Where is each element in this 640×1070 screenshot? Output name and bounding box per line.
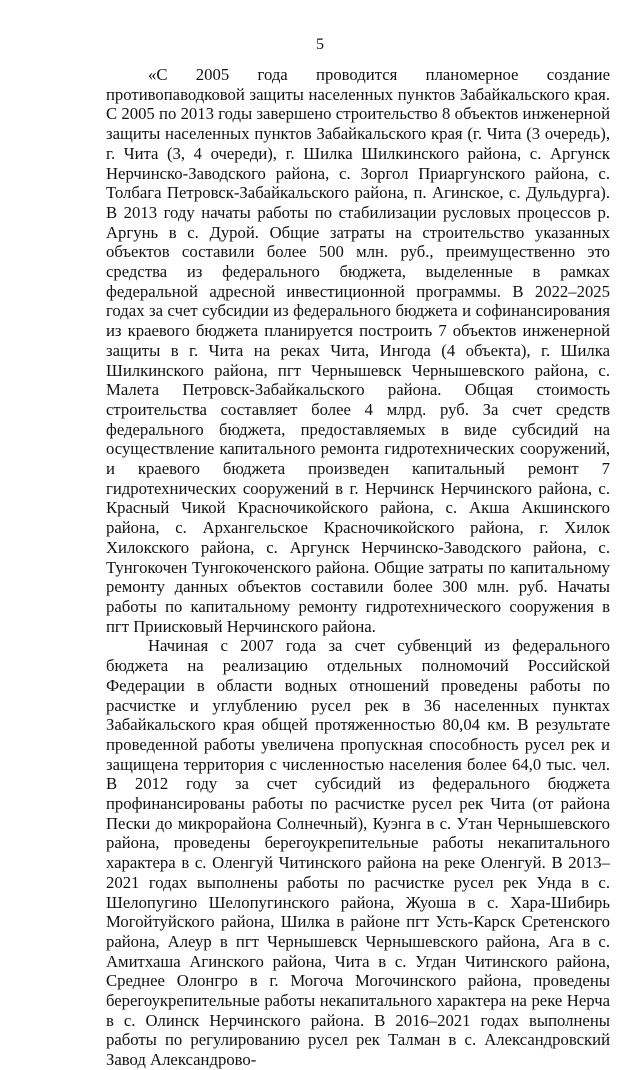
page-number: 5 xyxy=(316,36,324,53)
paragraph-riverbed-clearing: Начиная с 2007 года за счет субвенций из федерального бюджета на реализацию отдельных полномочий Российской Федерации в области водных отношений проведены работы по расчистке и углублению русел рек в 36 населенных пунктах Забайкальского края общей протяженностью 80,04 км. В результате проведенной работы увеличена пропускная способность русел рек и защищена территория с численностью населения более 64,0 тыс. чел. В 2012 году за счет субсидий из федерального бюджета профинансированы работы по расчистке русел рек Чита (от района Пески до микрорайона Солнечный), Куэнга в с. Утан Чернышевского района, проведены берегоукрепительные работы некапитального характера в с. Оленгуй Читинского района на реке Оленгуй. В 2013–2021 годах выполнены работы по расчистке русел рек Унда в с. Шелопугино Шелопугинского района, Жуоша в с. Хара-Шибирь Могойтуйского района, Шилка в районе пгт Усть-Карск Сретенского района, Алеур в пгт Чернышевск Чернышевского района, Ага в с. Амитхаша Агинского района, Чита в с. Угдан Читинского района, Среднее Олонгро в г. Могоча Могочинского района, проведены берегоукрепительные работы некапитального характера на реке Нерча в с. Олинск Нерчинского района. В 2016–2021 годах выполнены работы по регулированию русел рек Талман в с. Александровский Завод Александрово- xyxy=(106,636,610,1070)
paragraph-flood-protection: «С 2005 года проводится планомерное создание противопаводковой защиты населенных пунктов Забайкальского края. С 2005 по 2013 годы завершено строительство 8 объектов инженерной защиты населенных пунктов Забайкальского края (г. Чита (3 очередь), г. Чита (3, 4 очереди), г. Шилка Шилкинского района, с. Аргунск Нерчинско-Заводского района, с. Зоргол Приаргунского района, с. Толбага Петровск-Забайкальского района, п. Агинское, с. Дульдурга). В 2013 году начаты работы по стабилизации русловых процессов р. Аргунь в с. Дурой. Общие затраты на строительство указанных объектов составили более 500 млн. руб., преимущественно это средства из федерального бюджета, выделенные в рамках федеральной адресной инвестиционной программы. В 2022–2025 годах за счет субсидии из федерального бюджета и софинансирования из краевого бюджета планируется построить 7 объектов инженерной защиты в г. Чита на реках Чита, Ингода (4 объекта), г. Шилка Шилкинского района, пгт Чернышевск Чернышевского района, с. Малета Петровск-Забайкальского района. Общая стоимость строительства составляет более 4 млрд. руб. За счет средств федерального бюджета, предоставляемых в виде субсидий на осуществление капитального ремонта гидротехнических сооружений, и краевого бюджета произведен капитальный ремонт 7 гидротехнических сооружений в г. Нерчинск Нерчинского района, с. Красный Чикой Красночикойского района, с. Акша Акшинского района, с. Архангельское Красночикойского района, г. Хилок Хилокского района, с. Аргунск Нерчинско-Заводского района, с. Тунгокочен Тунгокоченского района. Общие затраты по капитальному ремонту данных объектов составили более 300 млн. руб. Начаты работы по капитальному ремонту гидротехнического сооружения в пгт Приисковый Нерчинского района. xyxy=(106,65,610,636)
document-body xyxy=(106,65,610,1070)
